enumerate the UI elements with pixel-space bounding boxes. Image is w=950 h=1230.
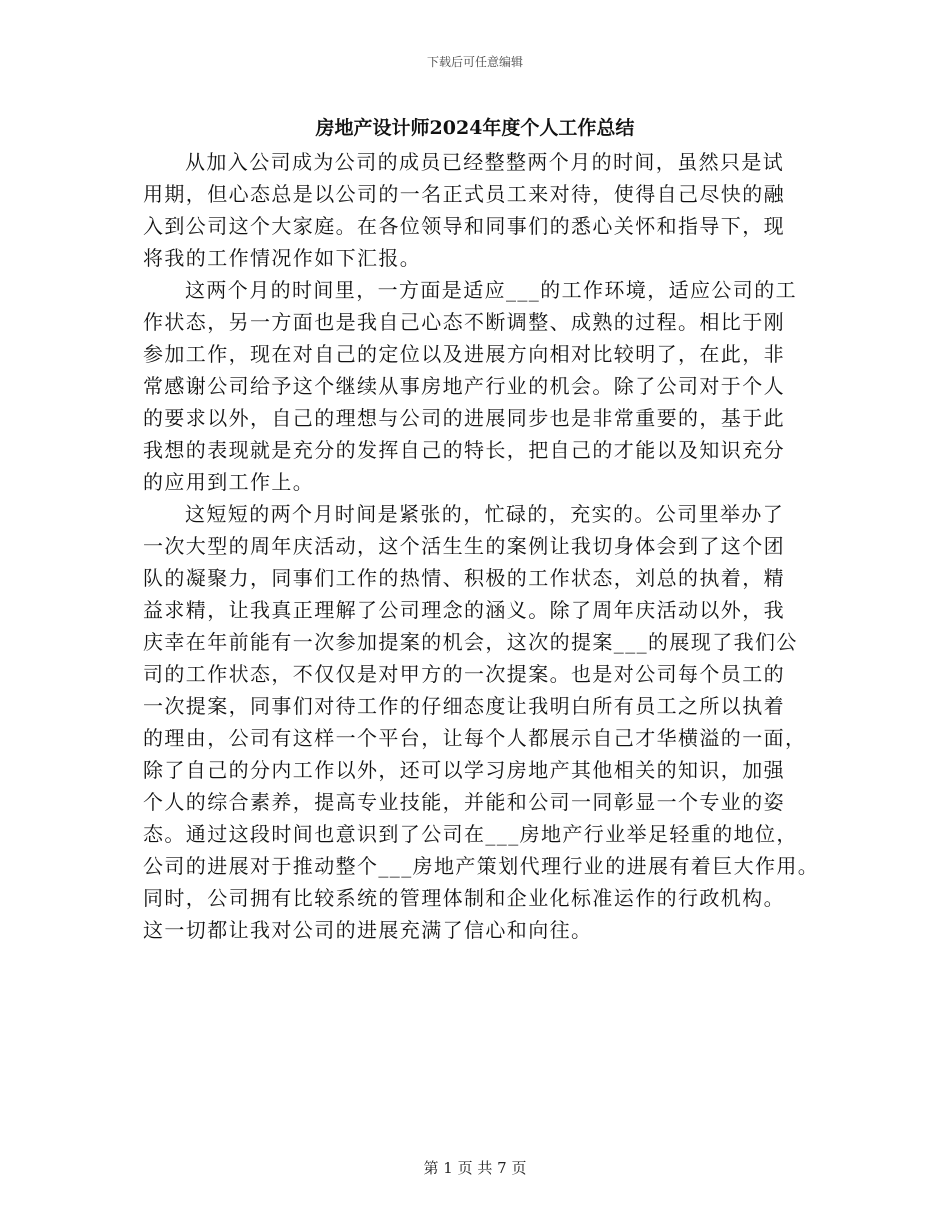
text-line: 常感谢公司给予这个继续从事房地产行业的机会。除了公司对于个人 bbox=[143, 374, 785, 398]
text-line: 的理由，公司有这样一个平台，让每个人都展示自己才华横溢的一面， bbox=[143, 726, 807, 750]
text-line: 一次大型的周年庆活动，这个活生生的案例让我切身体会到了这个团 bbox=[143, 534, 785, 558]
text-line: 这短短的两个月时间是紧张的，忙碌的，充实的。公司里举办了 bbox=[185, 502, 785, 526]
text-line: 队的凝聚力，同事们工作的热情、积极的工作状态，刘总的执着，精 bbox=[143, 566, 785, 590]
paragraph bbox=[143, 274, 821, 498]
document-title: 房地产设计师2024年度个人工作总结 bbox=[315, 117, 635, 139]
text-line: 益求精，让我真正理解了公司理念的涵义。除了周年庆活动以外，我 bbox=[143, 598, 785, 622]
text-line: 将我的工作情况作如下汇报。 bbox=[143, 246, 422, 270]
text-line: 从加入公司成为公司的成员已经整整两个月的时间，虽然只是试 bbox=[185, 150, 785, 174]
text-line: 用期，但心态总是以公司的一名正式员工来对待，使得自己尽快的融 bbox=[143, 182, 785, 206]
text-line: 态。通过这段时间也意识到了公司在___房地产行业举足轻重的地位， bbox=[143, 822, 798, 846]
text-line: 一次提案，同事们对待工作的仔细态度让我明白所有员工之所以执着 bbox=[143, 694, 785, 718]
text-line: 庆幸在年前能有一次参加提案的机会，这次的提案___的展现了我们公 bbox=[143, 630, 798, 654]
text-line: 除了自己的分内工作以外，还可以学习房地产其他相关的知识，加强 bbox=[143, 758, 785, 782]
text-line: 我想的表现就是充分的发挥自己的特长，把自己的才能以及知识充分 bbox=[143, 438, 785, 462]
text-line: 同时，公司拥有比较系统的管理体制和企业化标准运作的行政机构。 bbox=[143, 886, 785, 910]
text-line: 的应用到工作上。 bbox=[143, 470, 315, 494]
text-line: 司的工作状态，不仅仅是对甲方的一次提案。也是对公司每个员工的 bbox=[143, 662, 785, 686]
paragraph bbox=[143, 146, 821, 274]
document-body bbox=[143, 146, 821, 946]
page-number-footer: 第 1 页 共 7 页 bbox=[423, 1159, 527, 1177]
header-note: 下载后可任意编辑 bbox=[426, 55, 523, 69]
paragraph bbox=[143, 498, 821, 946]
text-line: 这两个月的时间里，一方面是适应___的工作环境，适应公司的工 bbox=[185, 278, 797, 302]
text-line: 作状态，另一方面也是我自己心态不断调整、成熟的过程。相比于刚 bbox=[143, 310, 785, 334]
text-line: 的要求以外，自己的理想与公司的进展同步也是非常重要的，基于此 bbox=[143, 406, 785, 430]
text-line: 个人的综合素养，提高专业技能，并能和公司一同彰显一个专业的姿 bbox=[143, 790, 785, 814]
text-line: 入到公司这个大家庭。在各位领导和同事们的悉心关怀和指导下，现 bbox=[143, 214, 785, 238]
text-line: 这一切都让我对公司的进展充满了信心和向往。 bbox=[143, 918, 593, 942]
text-line: 公司的进展对于推动整个___房地产策划代理行业的进展有着巨大作用。 bbox=[143, 854, 820, 878]
text-line: 参加工作，现在对自己的定位以及进展方向相对比较明了，在此，非 bbox=[143, 342, 785, 366]
